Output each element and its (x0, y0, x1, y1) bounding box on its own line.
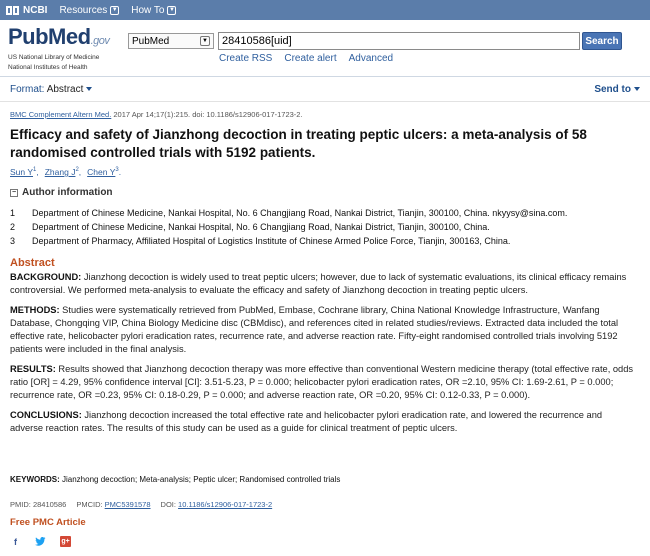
database-select[interactable] (128, 33, 214, 49)
author-sup: 1 (33, 167, 37, 174)
citation-details: 2017 Apr 14;17(1):215. doi: 10.1186/s12906-017-1723-2. (111, 110, 303, 119)
pmcid-link[interactable]: PMC5391578 (104, 500, 151, 509)
chevron-down-icon: ▼ (111, 7, 118, 13)
background-text: Jianzhong decoction is widely used to treat peptic ulcers; however, due to lack of systematic evaluations, its clinical efficacy remains controversial. We performed meta-analysis to evaluate the efficacy and safety of Jianzhong decoction in treating peptic ulcers. (10, 272, 627, 295)
abstract-body (10, 271, 635, 442)
abstract-results (10, 363, 635, 402)
pmcid-label: PMCID: (76, 500, 103, 509)
resources-label: Resources (59, 4, 108, 16)
doi-link[interactable]: 10.1186/s12906-017-1723-2 (178, 500, 273, 509)
citation (10, 110, 303, 119)
abstract-methods (10, 304, 635, 356)
search-button[interactable]: Search (582, 32, 622, 50)
howto-menu[interactable] (131, 5, 176, 16)
search-input[interactable] (218, 32, 580, 50)
pmcid (76, 500, 150, 509)
affiliation-item (10, 206, 640, 220)
howto-label: How To (131, 4, 165, 16)
ncbi-topbar (0, 0, 650, 20)
create-alert-link[interactable]: Create alert (284, 53, 337, 64)
ncbi-logo[interactable] (6, 5, 47, 16)
author-link[interactable]: Sun Y (10, 167, 34, 177)
free-pmc-article[interactable]: Free PMC Article (10, 517, 86, 528)
database-value: PubMed (132, 35, 170, 47)
facebook-icon[interactable]: f (14, 536, 17, 547)
create-rss-link[interactable]: Create RSS (219, 53, 273, 64)
pubmed-gov: .gov (90, 35, 110, 47)
pubmed-logo[interactable] (8, 26, 109, 72)
pubmed-name: PubMed (8, 24, 91, 49)
author-sup: 3 (115, 167, 119, 174)
author-item: Zhang $J^2$, (44, 167, 82, 177)
doi-label: DOI: (160, 500, 176, 509)
author-list (10, 167, 121, 177)
nih-line: National Institutes of Health (8, 64, 88, 71)
doi (161, 500, 273, 509)
send-to-control[interactable] (594, 84, 640, 95)
divider (0, 76, 650, 77)
background-label: BACKGROUND: (10, 272, 82, 282)
affiliation-item (10, 234, 640, 248)
article-ids (10, 500, 272, 509)
methods-text: Studies were systematically retrieved from PubMed, Embase, Cochrane library, China National Knowledge Infrastructure, Wanfang Database, Chongqing VIP, China Biology Medicine disc (CBMdisc), and references cited in related studies/reviews. Extracted data included the total effective rate, helicobacter pylori eradication rates, recurrence rate, and adverse reaction rate. Fifty-eight randomised controlled trials involving 5192 patients were included in the final analysis. (10, 305, 619, 354)
author-item: Sun $Y^1$, (10, 167, 39, 177)
format-bar (10, 84, 640, 95)
pubmed-brand (8, 26, 109, 52)
ncbi-label: NCBI (23, 4, 48, 16)
conclusions-text: Jianzhong decoction increased the total effective rate and helicobacter pylori eradication rate, and lowered the recurrence and adverse reaction rates. The results of this study can be used as a guide for clinical treatment of peptic ulcers. (10, 410, 603, 433)
abstract-heading: Abstract (10, 257, 55, 269)
results-text: Results showed that Jianzhong decoction therapy was more effective than conventional Western medicine therapy (total effective rate, odds ratio [OR] = 4.29, 95% confidence interval [CI]: 3.51-5.23, P = 0.000; helicobacter pylori eradication rates, OR =2.10, 95% CI: 1.69-2.61, P = 0.000; recurrence rate, OR =0.23, 95% CI: 0.18-0.29, P = 0.000; and adverse reaction rate, OR =0.20, 95% CI: 0.12-0.33, P = 0.000). (10, 364, 634, 400)
format-value: Abstract (46, 84, 84, 95)
author-info-toggle[interactable] (10, 187, 113, 198)
pmid-value: 28410586 (32, 500, 67, 509)
affiliation-number: 1 (10, 208, 16, 218)
send-to-label: Send to (594, 84, 631, 95)
article-title: Efficacy and safety of Jianzhong decoction in treating peptic ulcers: a meta-analysis of 58 randomised controlled trials with 5192 patients. (10, 127, 587, 160)
pmid-label: PMID: (10, 500, 31, 509)
caret-down-icon (634, 87, 640, 91)
resources-menu[interactable] (59, 5, 119, 16)
keywords-label: KEYWORDS: (10, 475, 60, 484)
ncbi-logo-icon (6, 5, 20, 16)
twitter-icon[interactable] (35, 536, 46, 547)
abstract-conclusions (10, 409, 635, 435)
keywords-text: Jianzhong decoction; Meta-analysis; Peptic ulcer; Randomised controlled trials (59, 475, 341, 484)
keywords (10, 475, 340, 484)
affiliation-number: 2 (10, 222, 16, 232)
search-sublinks (219, 53, 393, 64)
author-item: Chen $Y^3$. (87, 167, 122, 177)
abstract-background (10, 271, 635, 297)
twitter-bird-shape (35, 537, 46, 546)
conclusions-label: CONCLUSIONS: (10, 410, 82, 420)
nlm-line: US National Library of Medicine (8, 54, 100, 61)
results-label: RESULTS: (10, 364, 56, 374)
affiliation-number: 3 (10, 236, 16, 246)
format-label: Format: (10, 84, 45, 95)
social-share (10, 536, 71, 547)
affiliation-item (10, 220, 640, 234)
collapse-icon: − (11, 189, 17, 196)
journal-link[interactable]: BMC Complement Altern Med. (10, 110, 112, 119)
caret-down-icon (86, 87, 92, 91)
author-sup: 2 (75, 167, 79, 174)
author-info-label: Author information (22, 187, 113, 198)
divider (0, 101, 650, 102)
affiliation-text: Department of Chinese Medicine, Nankai Hospital, No. 6 Changjiang Road, Nankai District, Tianjin, 300100, China. nkyysy@sina.com. (32, 208, 568, 218)
author-link[interactable]: Chen Y (87, 167, 116, 177)
advanced-link[interactable]: Advanced (348, 53, 394, 64)
methods-label: METHODS: (10, 305, 60, 315)
affiliation-text: Department of Pharmacy, Affiliated Hospital of Logistics Institute of Chinese Armed Police Force, Tianjin, 300163, China. (32, 236, 511, 246)
affiliation-list (10, 206, 640, 248)
chevron-down-icon: ▼ (200, 36, 210, 46)
pmid (10, 500, 66, 509)
chevron-down-icon: ▼ (168, 7, 175, 13)
search-header (0, 20, 650, 72)
author-link[interactable]: Zhang J (44, 167, 76, 177)
google-plus-icon[interactable]: g+ (61, 538, 70, 545)
format-control[interactable] (10, 84, 92, 95)
affiliation-text: Department of Chinese Medicine, Nankai Hospital, No. 6 Changjiang Road, Nankai District, Tianjin, 300100, China. (32, 222, 490, 232)
